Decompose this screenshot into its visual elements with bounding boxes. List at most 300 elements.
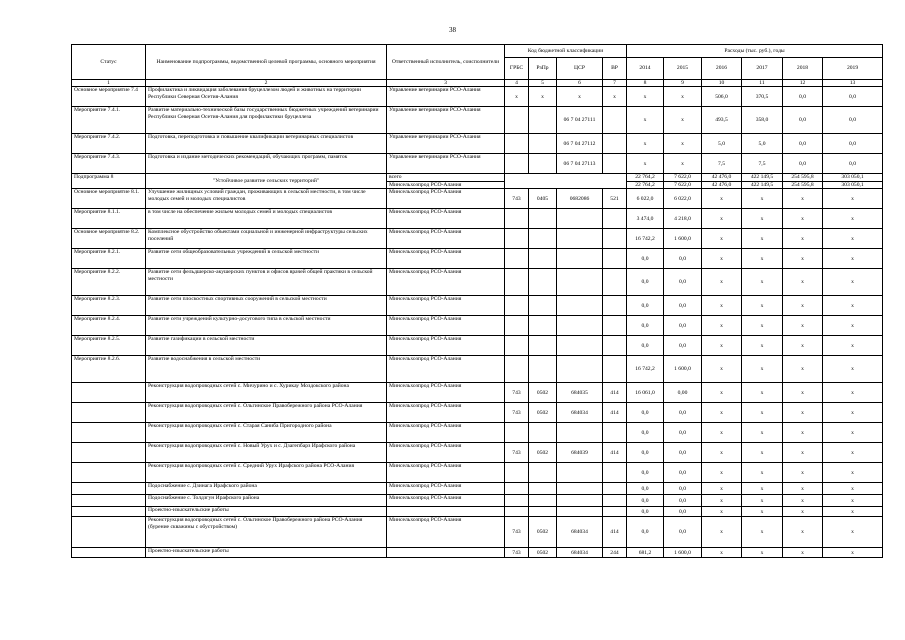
table-row xyxy=(72,517,883,548)
row-value-2015: 1 600,0 xyxy=(664,229,702,249)
column-number: 7 xyxy=(603,80,627,87)
row-rzpr xyxy=(529,107,557,134)
row-csr: 684034 xyxy=(557,403,603,423)
row-value-2017: х xyxy=(742,507,783,517)
header-year: 2018 xyxy=(783,58,823,80)
table-row xyxy=(72,249,883,269)
row-value-2015: х xyxy=(664,107,702,134)
row-value: 42 476,0 xyxy=(702,181,742,188)
row-value-2015: 0,0 xyxy=(664,423,702,443)
row-value-2019: х xyxy=(823,336,883,356)
row-value-2017: х xyxy=(742,517,783,548)
row-vr xyxy=(603,495,627,507)
row-name: Подготовка, переподготовка и повышение квалификации ветеринарных специалистов xyxy=(146,134,387,154)
row-name: Подоснабжение с. Толдзгун Ирафского района xyxy=(146,495,387,507)
header-year: 2015 xyxy=(664,58,702,80)
row-vr: 414 xyxy=(603,383,627,403)
row-csr xyxy=(557,463,603,483)
row-value-2015: 1 600,0 xyxy=(664,548,702,558)
row-name: Улучшение жилищных условий граждан, проживающих в сельской местности, в том числе молодых семей и молодых специалистов xyxy=(146,189,387,209)
row-value-2014: 16 061,0 xyxy=(627,383,664,403)
row-rzpr xyxy=(529,269,557,296)
row-value: 42 476,0 xyxy=(702,174,742,181)
row-value-2018: х xyxy=(783,189,823,209)
row-value: 303 050,1 xyxy=(823,181,883,188)
row-value-2019: х xyxy=(823,403,883,423)
row-csr xyxy=(557,209,603,229)
row-executor: Управление ветеринарии РСО-Алания xyxy=(387,87,505,107)
row-value-2015: х xyxy=(664,134,702,154)
row-value: 254 595,8 xyxy=(783,174,823,181)
row-value-2014: 0,0 xyxy=(627,483,664,495)
row-name: Комплексное обустройство объектами социальной и инженерной инфраструктуры сельских поселений xyxy=(146,229,387,249)
row-csr xyxy=(557,296,603,316)
row-grbs xyxy=(505,107,529,134)
row-status xyxy=(72,517,146,548)
row-value-2016: х xyxy=(702,229,742,249)
row-grbs: 743 xyxy=(505,517,529,548)
column-number: 11 xyxy=(742,80,783,87)
row-vr: 414 xyxy=(603,403,627,423)
row-value-2017: х xyxy=(742,443,783,463)
row-name: Реконструкция водопроводных сетей с. Новый Урух и с. Дзагепбарз Ирафского района xyxy=(146,443,387,463)
row-value-2014: 0,0 xyxy=(627,507,664,517)
table-row xyxy=(72,383,883,403)
row-name: Реконструкция водопроводных сетей с. Мичурино и с. Хурикау Моздокского района xyxy=(146,383,387,403)
row-grbs xyxy=(505,463,529,483)
row-csr: 0682086 xyxy=(557,189,603,209)
row-executor: Управление ветеринарии РСО-Алания xyxy=(387,107,505,134)
row-value-2019: х xyxy=(823,507,883,517)
row-executor: Минсельхозпрод РСО-Алания xyxy=(387,189,505,209)
row-value-2017: х xyxy=(742,403,783,423)
row-value: 7 622,0 xyxy=(664,174,702,181)
row-value-2017: х xyxy=(742,548,783,558)
row-vr xyxy=(603,269,627,296)
row-value: 22 764,2 xyxy=(627,174,664,181)
row-value-2015: 0,0 xyxy=(664,517,702,548)
row-value-2014: 0,0 xyxy=(627,463,664,483)
row-rzpr: 0502 xyxy=(529,403,557,423)
row-rzpr xyxy=(529,423,557,443)
row-grbs: 743 xyxy=(505,383,529,403)
row-csr xyxy=(557,316,603,336)
row-executor: Минсельхозпрод РСО-Алания xyxy=(387,336,505,356)
row-grbs xyxy=(505,507,529,517)
row-value-2017: х xyxy=(742,249,783,269)
row-csr: 684035 xyxy=(557,383,603,403)
table-row xyxy=(72,296,883,316)
table-row xyxy=(72,336,883,356)
row-value-2014: 0,0 xyxy=(627,249,664,269)
table-row xyxy=(72,189,883,209)
header-csr: ЦСР xyxy=(557,58,603,80)
row-executor: Управление ветеринарии РСО-Алания xyxy=(387,154,505,174)
row-status: Основное мероприятие 7.4 xyxy=(72,87,146,107)
table-row xyxy=(72,356,883,383)
row-grbs xyxy=(505,154,529,174)
table-row xyxy=(72,154,883,174)
row-executor: Минсельхозпрод РСО-Алания xyxy=(387,495,505,507)
row-value-2014: 681,2 xyxy=(627,548,664,558)
row-value-2018: х xyxy=(783,443,823,463)
row-rzpr: 0502 xyxy=(529,517,557,548)
row-value-2018: х xyxy=(783,495,823,507)
row-csr: 684034 xyxy=(557,548,603,558)
row-name: Развитие водоснабжения в сельской местности xyxy=(146,356,387,383)
row-value-2018: х xyxy=(783,209,823,229)
table-row xyxy=(72,548,883,558)
row-value-2015: 6 022,0 xyxy=(664,189,702,209)
header-year: 2014 xyxy=(627,58,664,80)
row-value-2015: х xyxy=(664,154,702,174)
row-value-2018: х xyxy=(783,463,823,483)
row-name: Реконструкция водопроводных сетей с. Ольгинское Правобережного района РСО-Алания (бурение скважины с обустройством) xyxy=(146,517,387,548)
row-value-2017: х xyxy=(742,296,783,316)
row-value-2016: х xyxy=(702,249,742,269)
row-value-2017: х xyxy=(742,356,783,383)
row-csr xyxy=(557,356,603,383)
table-row xyxy=(72,463,883,483)
row-value-2019: 0,0 xyxy=(823,87,883,107)
row-csr: 06 7 04 27113 xyxy=(557,154,603,174)
row-csr: 06 7 04 27111 xyxy=(557,107,603,134)
row-value-2016: х xyxy=(702,189,742,209)
row-value-2018: 0,0 xyxy=(783,107,823,134)
row-rzpr: х xyxy=(529,87,557,107)
row-value-2017: х xyxy=(742,383,783,403)
row-value-2018: х xyxy=(783,249,823,269)
column-number: 4 xyxy=(505,80,529,87)
row-code-blank xyxy=(505,174,627,189)
row-rzpr xyxy=(529,249,557,269)
table-row xyxy=(72,507,883,517)
row-value-2019: х xyxy=(823,383,883,403)
row-value-2016: х xyxy=(702,209,742,229)
row-value: 22 764,2 xyxy=(627,181,664,188)
row-value-2018: 0,0 xyxy=(783,154,823,174)
row-name: Реконструкция водопроводных сетей с. Средний Урух Ирафского района РСО-Алания xyxy=(146,463,387,483)
row-value-2016: х xyxy=(702,463,742,483)
table-row xyxy=(72,229,883,249)
row-executor: Минсельхозпрод РСО-Алания xyxy=(387,443,505,463)
row-grbs xyxy=(505,495,529,507)
row-value: 254 595,8 xyxy=(783,181,823,188)
row-name: Подоснабжение с. Дзинага Ирафского района xyxy=(146,483,387,495)
row-executor: Минсельхозпрод РСО-Алания xyxy=(387,423,505,443)
row-vr: 244 xyxy=(603,548,627,558)
row-value-2016: х xyxy=(702,443,742,463)
row-status: Мероприятие 8.2.6. xyxy=(72,356,146,383)
row-status xyxy=(72,443,146,463)
row-value-2019: х xyxy=(823,296,883,316)
row-vr: 414 xyxy=(603,517,627,548)
row-status xyxy=(72,548,146,558)
row-value-2015: х xyxy=(664,87,702,107)
row-rzpr xyxy=(529,463,557,483)
row-executor: Минсельхозпрод РСО-Алания xyxy=(387,296,505,316)
header-vr: ВР xyxy=(603,58,627,80)
row-grbs xyxy=(505,209,529,229)
column-number: 5 xyxy=(529,80,557,87)
row-name: Проектно-изыскательские работы xyxy=(146,548,387,558)
row-vr xyxy=(603,423,627,443)
row-value-2014: 16 742,2 xyxy=(627,229,664,249)
row-vr: 414 xyxy=(603,443,627,463)
row-executor xyxy=(387,507,505,517)
row-value-2014: х xyxy=(627,134,664,154)
row-name: Реконструкция водопроводных сетей с. Ольгинское Правобережного района РСО-Алания xyxy=(146,403,387,423)
row-csr: 684034 xyxy=(557,517,603,548)
row-value-2018: х xyxy=(783,423,823,443)
row-value-2018: х xyxy=(783,316,823,336)
row-vr xyxy=(603,107,627,134)
header-name: Наименование подпрограммы, ведомственной целевой программы, основного мероприятия xyxy=(146,45,387,80)
page-number: 38 xyxy=(449,26,456,34)
row-value-2015: 0,0 xyxy=(664,269,702,296)
row-value-2019: х xyxy=(823,189,883,209)
row-status: Мероприятие 8.1.1. xyxy=(72,209,146,229)
row-value-2015: 1 600,0 xyxy=(664,356,702,383)
row-value-2015: 0,0 xyxy=(664,483,702,495)
row-grbs xyxy=(505,356,529,383)
row-rzpr xyxy=(529,356,557,383)
table-row xyxy=(72,443,883,463)
row-value-2017: х xyxy=(742,229,783,249)
row-value-2016: х xyxy=(702,269,742,296)
row-grbs: х xyxy=(505,87,529,107)
row-value-2014: 0,0 xyxy=(627,517,664,548)
row-value-2016: 493,5 xyxy=(702,107,742,134)
row-value-2015: 0,0 xyxy=(664,443,702,463)
row-csr xyxy=(557,507,603,517)
row-executor: Минсельхозпрод РСО-Алания xyxy=(387,316,505,336)
budget-table xyxy=(71,44,883,558)
row-value-2015: 0,0 xyxy=(664,403,702,423)
row-value-2016: х xyxy=(702,495,742,507)
row-rzpr xyxy=(529,229,557,249)
row-value-2014: 0,0 xyxy=(627,336,664,356)
row-value-2016: х xyxy=(702,403,742,423)
row-csr xyxy=(557,483,603,495)
row-executor: Минсельхозпрод РСО-Алания xyxy=(387,403,505,423)
row-value-2017: 358,0 xyxy=(742,107,783,134)
row-executor: Управление ветеринарии РСО-Алания xyxy=(387,134,505,154)
header-expenses-group: Расходы (тыс. руб.), годы xyxy=(627,45,883,58)
row-value-2019: 0,0 xyxy=(823,107,883,134)
row-status: Мероприятие 8.2.5. xyxy=(72,336,146,356)
row-name: Профилактика и ликвидация заболевания бруцеллезом людей и животных на территории Республики Северная Осетия-Алания xyxy=(146,87,387,107)
row-status xyxy=(72,507,146,517)
header-code-group: Код бюджетной классификации xyxy=(505,45,627,58)
row-value-2018: х xyxy=(783,296,823,316)
row-value: 422 149,5 xyxy=(742,174,783,181)
row-value-2018: х xyxy=(783,383,823,403)
row-executor: Минсельхозпрод РСО-Алания xyxy=(387,229,505,249)
row-value-2016: 506,0 xyxy=(702,87,742,107)
row-value-2018: 0,0 xyxy=(783,134,823,154)
table-row xyxy=(72,107,883,134)
row-value-2019: х xyxy=(823,443,883,463)
header-year: 2019 xyxy=(823,58,883,80)
row-name: Развитие газификации в сельской местности xyxy=(146,336,387,356)
row-grbs xyxy=(505,269,529,296)
column-number: 6 xyxy=(557,80,603,87)
row-value-2015: 0,00 xyxy=(664,383,702,403)
row-rzpr xyxy=(529,336,557,356)
row-name: Подготовка и издание методических рекомендаций, обучающих программ, памяток xyxy=(146,154,387,174)
row-value-2019: х xyxy=(823,483,883,495)
row-name: Реконструкция водопроводных сетей с. Старая Саниба Пригородного района xyxy=(146,423,387,443)
row-grbs xyxy=(505,134,529,154)
row-grbs: 743 xyxy=(505,548,529,558)
row-value-2018: х xyxy=(783,517,823,548)
row-csr: 06 7 04 27112 xyxy=(557,134,603,154)
header-year: 2017 xyxy=(742,58,783,80)
row-value-2017: х xyxy=(742,316,783,336)
table-row xyxy=(72,423,883,443)
header-status: Статус xyxy=(72,45,146,80)
row-value-2014: 6 022,0 xyxy=(627,189,664,209)
row-executor xyxy=(387,548,505,558)
row-status: Мероприятие 7.4.2. xyxy=(72,134,146,154)
row-value-2017: х xyxy=(742,423,783,443)
column-number: 9 xyxy=(664,80,702,87)
row-status xyxy=(72,495,146,507)
header-executor: Ответственный исполнитель, соисполнители xyxy=(387,45,505,80)
row-csr xyxy=(557,269,603,296)
row-value-2019: х xyxy=(823,548,883,558)
header-year: 2016 xyxy=(702,58,742,80)
row-executor: Минсельхозпрод РСО-Алания xyxy=(387,181,505,188)
row-rzpr xyxy=(529,495,557,507)
column-number: 13 xyxy=(823,80,883,87)
row-vr xyxy=(603,356,627,383)
row-executor: Минсельхозпрод РСО-Алания xyxy=(387,269,505,296)
row-status: Мероприятие 7.4.1. xyxy=(72,107,146,134)
row-value: 7 622,0 xyxy=(664,181,702,188)
row-value-2014: 0,0 xyxy=(627,403,664,423)
row-name: Развитие сети фельдшерско-акушерских пунктов и офисов врачей общей практики в сельской местности xyxy=(146,269,387,296)
row-rzpr xyxy=(529,316,557,336)
row-vr xyxy=(603,463,627,483)
row-csr xyxy=(557,336,603,356)
row-value-2019: х xyxy=(823,316,883,336)
row-value-2014: 0,0 xyxy=(627,269,664,296)
table-row xyxy=(72,316,883,336)
row-vr xyxy=(603,134,627,154)
table-row xyxy=(72,269,883,296)
row-value-2018: х xyxy=(783,507,823,517)
row-status: Основное мероприятие 8.1. xyxy=(72,189,146,209)
row-csr xyxy=(557,229,603,249)
row-value-2014: х xyxy=(627,87,664,107)
row-executor: Минсельхозпрод РСО-Алания xyxy=(387,209,505,229)
row-grbs xyxy=(505,249,529,269)
row-value-2019: х xyxy=(823,269,883,296)
row-status xyxy=(72,463,146,483)
row-status: Мероприятие 8.2.3. xyxy=(72,296,146,316)
table-row xyxy=(72,134,883,154)
row-value-2015: 0,0 xyxy=(664,507,702,517)
row-value-2019: х xyxy=(823,209,883,229)
row-grbs xyxy=(505,229,529,249)
column-number: 1 xyxy=(72,80,146,87)
row-status: Мероприятие 8.2.2. xyxy=(72,269,146,296)
row-value-2016: х xyxy=(702,507,742,517)
row-value-2014: 0,0 xyxy=(627,423,664,443)
row-value-2019: х xyxy=(823,356,883,383)
row-name: Проектно-изыскательские работы xyxy=(146,507,387,517)
row-value-2016: х xyxy=(702,383,742,403)
row-value-2019: х xyxy=(823,463,883,483)
row-executor: Минсельхозпрод РСО-Алания xyxy=(387,483,505,495)
row-csr: х xyxy=(557,87,603,107)
row-name: в том числе на обеспечение жильем молодых семей и молодых специалистов xyxy=(146,209,387,229)
row-status xyxy=(72,423,146,443)
table-row xyxy=(72,403,883,423)
row-name: "Устойчивое развитие сельских территорий" xyxy=(146,174,387,189)
row-csr xyxy=(557,423,603,443)
table-row xyxy=(72,87,883,107)
row-value-2014: 0,0 xyxy=(627,495,664,507)
header-rzpr: РзПр xyxy=(529,58,557,80)
header-grbs: ГРБС xyxy=(505,58,529,80)
row-status: Основное мероприятие 8.2. xyxy=(72,229,146,249)
row-vr xyxy=(603,154,627,174)
table-row xyxy=(72,209,883,229)
row-value-2016: х xyxy=(702,316,742,336)
table-row xyxy=(72,495,883,507)
row-value-2014: 0,0 xyxy=(627,316,664,336)
row-executor: Минсельхозпрод РСО-Алания xyxy=(387,463,505,483)
row-value-2018: х xyxy=(783,229,823,249)
row-value-2017: х xyxy=(742,269,783,296)
row-vr xyxy=(603,316,627,336)
row-vr xyxy=(603,249,627,269)
row-vr xyxy=(603,209,627,229)
row-value-2019: х xyxy=(823,517,883,548)
row-executor: Минсельхозпрод РСО-Алания xyxy=(387,517,505,548)
row-value-2016: 5,0 xyxy=(702,134,742,154)
row-vr xyxy=(603,336,627,356)
column-number: 8 xyxy=(627,80,664,87)
column-number-row xyxy=(72,80,883,87)
row-value-2017: х xyxy=(742,189,783,209)
row-value-2016: х xyxy=(702,517,742,548)
row-value-2017: 7,5 xyxy=(742,154,783,174)
row-value-2014: х xyxy=(627,107,664,134)
row-value-2019: 0,0 xyxy=(823,134,883,154)
row-csr xyxy=(557,249,603,269)
row-value-2016: 7,5 xyxy=(702,154,742,174)
row-rzpr: 0502 xyxy=(529,443,557,463)
column-number: 10 xyxy=(702,80,742,87)
row-value-2016: х xyxy=(702,336,742,356)
row-value: 303 050,1 xyxy=(823,174,883,181)
row-vr: 521 xyxy=(603,189,627,209)
row-value-2016: х xyxy=(702,423,742,443)
row-value-2017: х xyxy=(742,463,783,483)
table-row xyxy=(72,483,883,495)
row-status: Мероприятие 8.2.4. xyxy=(72,316,146,336)
row-value-2017: 5,0 xyxy=(742,134,783,154)
row-value-2015: 0,0 xyxy=(664,316,702,336)
row-rzpr: 0405 xyxy=(529,189,557,209)
row-value-2014: 0,0 xyxy=(627,296,664,316)
row-grbs xyxy=(505,316,529,336)
row-grbs xyxy=(505,423,529,443)
